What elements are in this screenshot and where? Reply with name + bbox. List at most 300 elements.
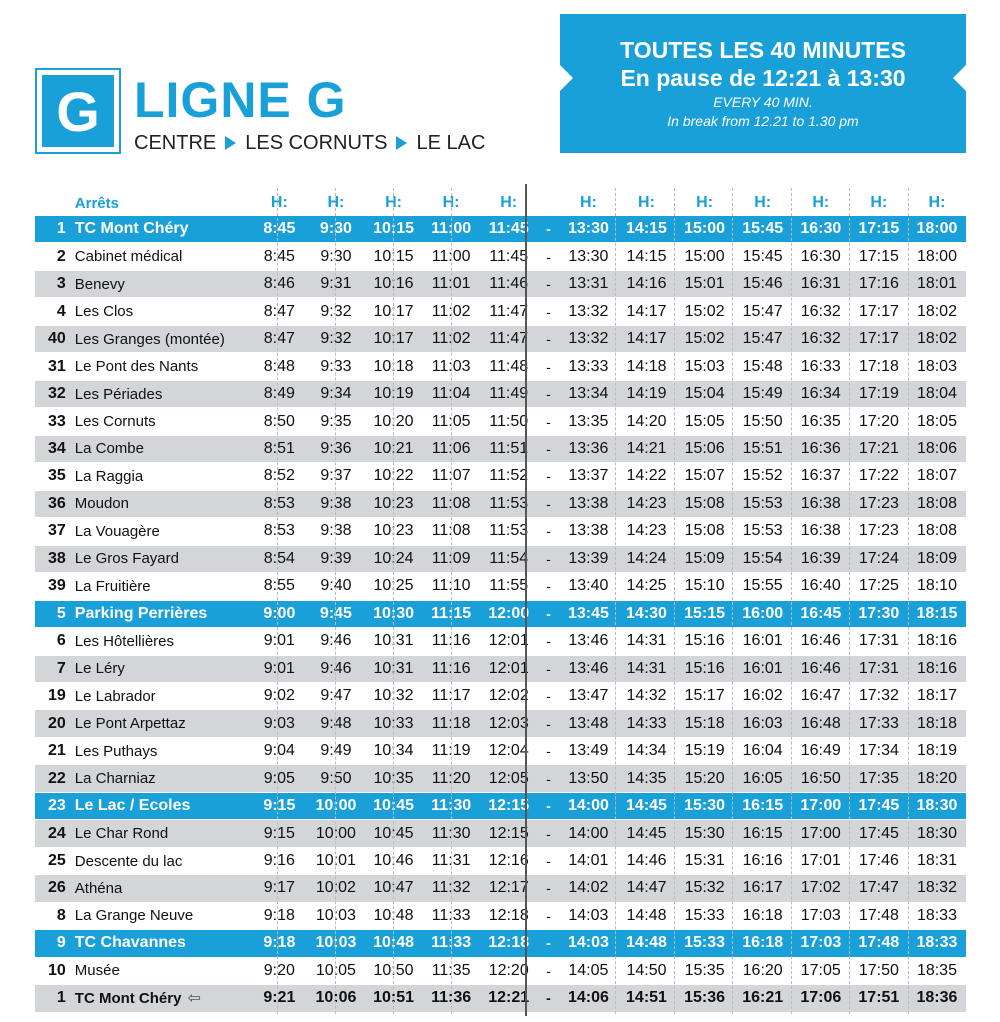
break-separator: - <box>546 495 551 512</box>
departure-time: 11:16 <box>431 659 471 677</box>
departure-time: 9:31 <box>320 275 352 293</box>
stop-name <box>67 523 252 540</box>
departure-time: 9:38 <box>320 494 352 512</box>
departure-time: 15:51 <box>742 439 783 457</box>
column-divider <box>451 188 452 1014</box>
route-stop-2: LES CORNUTS <box>245 132 388 154</box>
time-header: H: <box>870 194 888 211</box>
departure-time: 10:48 <box>373 934 414 952</box>
departure-time: 15:49 <box>742 385 783 403</box>
departure-time: 11:08 <box>431 522 471 540</box>
departure-time: 18:04 <box>916 385 957 403</box>
departure-time: 11:54 <box>489 549 529 567</box>
departure-time: 8:53 <box>263 522 295 540</box>
departure-time: 8:45 <box>263 247 295 265</box>
departure-time: 17:48 <box>858 906 899 924</box>
stop-number: 22 <box>47 769 66 787</box>
departure-time: 11:09 <box>431 549 471 567</box>
stop-name-label: Les Granges (montée) <box>74 330 225 348</box>
route-arrow-icon <box>225 136 236 150</box>
departure-time: 15:53 <box>742 494 783 512</box>
departure-time: 15:00 <box>684 220 726 238</box>
stop-name <box>67 934 252 952</box>
break-separator: - <box>546 770 551 787</box>
departure-time: 10:20 <box>373 412 414 430</box>
break-separator: - <box>546 276 551 293</box>
stop-number: 7 <box>56 659 66 677</box>
departure-time: 18:35 <box>916 961 957 979</box>
departure-time: 14:23 <box>626 494 667 512</box>
departure-time: 16:02 <box>742 687 783 705</box>
departure-time: 18:33 <box>916 906 957 924</box>
stop-name <box>67 962 252 979</box>
departure-time: 9:39 <box>320 549 352 567</box>
table-row <box>35 875 966 902</box>
route-arrow-icon <box>396 136 407 150</box>
table-row <box>35 381 966 408</box>
departure-time: 15:07 <box>684 467 725 485</box>
departure-time: 11:30 <box>431 824 471 842</box>
departure-time: 13:39 <box>568 549 609 567</box>
departure-time: 9:01 <box>263 632 295 650</box>
departure-time: 16:16 <box>742 852 783 870</box>
departure-time: 12:01 <box>488 632 529 650</box>
departure-time: 10:03 <box>315 934 357 952</box>
departure-time: 15:45 <box>742 220 784 238</box>
stop-name-label: Les Clos <box>74 303 134 321</box>
departure-time: 14:15 <box>626 220 667 238</box>
stop-number: 25 <box>47 852 66 870</box>
departure-time: 9:32 <box>320 302 352 320</box>
departure-time: 10:24 <box>373 549 414 567</box>
stop-name-label: Les Cornuts <box>74 413 156 431</box>
column-divider <box>791 188 792 1014</box>
departure-time: 16:34 <box>800 385 841 403</box>
departure-time: 17:18 <box>858 357 899 375</box>
departure-time: 14:48 <box>626 934 667 952</box>
departure-time: 16:35 <box>800 412 841 430</box>
stop-number: 24 <box>47 824 66 842</box>
departure-time: 18:07 <box>916 467 957 485</box>
departure-time: 17:35 <box>858 769 899 787</box>
stop-name <box>67 633 252 650</box>
departure-time: 14:20 <box>626 412 667 430</box>
departure-time: 15:03 <box>684 357 725 375</box>
departure-time: 17:00 <box>800 824 841 842</box>
stop-number: 40 <box>47 330 66 348</box>
line-letter: G <box>42 75 114 147</box>
departure-time: 9:15 <box>263 824 295 842</box>
departure-time: 10:18 <box>373 357 414 375</box>
departure-time: 16:31 <box>800 275 841 293</box>
departure-time: 17:03 <box>800 934 842 952</box>
departure-time: 15:45 <box>742 247 783 265</box>
departure-time: 11:19 <box>431 742 471 760</box>
departure-time: 10:31 <box>373 659 414 677</box>
time-header: H: <box>579 194 597 211</box>
departure-time: 10:17 <box>373 302 414 320</box>
departure-time: 11:33 <box>431 906 471 924</box>
break-separator: - <box>546 248 551 265</box>
departure-time: 15:30 <box>684 824 725 842</box>
stop-name <box>67 386 252 403</box>
departure-time: 14:03 <box>568 906 609 924</box>
departure-time: 10:45 <box>373 797 414 815</box>
departure-time: 15:17 <box>684 687 725 705</box>
stop-number: 1 <box>56 989 66 1007</box>
departure-time: 18:05 <box>916 412 957 430</box>
table-row <box>35 985 966 1012</box>
departure-time: 10:45 <box>373 824 414 842</box>
departure-time: 16:32 <box>800 302 841 320</box>
departure-time: 9:38 <box>320 522 352 540</box>
departure-time: 17:19 <box>858 385 899 403</box>
stop-number: 31 <box>47 357 66 375</box>
stop-number: 19 <box>47 687 66 705</box>
time-header: H: <box>812 194 830 211</box>
break-separator: - <box>546 468 551 485</box>
departure-time: 8:53 <box>263 494 295 512</box>
departure-time: 11:15 <box>431 604 472 622</box>
departure-time: 12:18 <box>488 906 529 924</box>
departure-time: 9:50 <box>320 769 352 787</box>
route-stop-1: CENTRE <box>134 132 217 154</box>
departure-time: 15:18 <box>684 714 725 732</box>
departure-time: 8:47 <box>263 302 295 320</box>
stop-name-label: La Grange Neuve <box>74 907 194 925</box>
departure-time: 9:34 <box>320 385 352 403</box>
stop-name <box>67 743 252 760</box>
table-row <box>35 903 966 930</box>
stop-name-label: Le Lac / Ecoles <box>74 797 191 815</box>
departure-time: 16:30 <box>800 247 841 265</box>
stop-name <box>67 331 252 348</box>
stop-name-label: Le Léry <box>74 660 125 678</box>
departure-time: 16:39 <box>800 549 841 567</box>
stop-name-label: TC Mont Chéry <box>74 220 189 238</box>
departure-time: 13:36 <box>568 439 609 457</box>
break-separator: - <box>546 907 551 924</box>
departure-time: 10:02 <box>315 879 356 897</box>
stop-name <box>67 550 252 567</box>
departure-time: 15:08 <box>684 522 725 540</box>
departure-time: 10:47 <box>373 879 414 897</box>
departure-time: 11:36 <box>431 989 472 1007</box>
departure-time: 16:18 <box>742 934 784 952</box>
stop-name <box>67 853 252 870</box>
departure-time: 15:33 <box>684 906 725 924</box>
departure-time: 9:48 <box>320 714 352 732</box>
departure-time: 8:49 <box>263 385 295 403</box>
departure-time: 12:05 <box>488 769 529 787</box>
departure-time: 18:00 <box>916 247 957 265</box>
departure-time: 9:35 <box>320 412 352 430</box>
departure-time: 10:16 <box>373 275 414 293</box>
departure-time: 9:46 <box>320 659 352 677</box>
departure-time: 18:09 <box>916 549 957 567</box>
departure-time: 15:48 <box>742 357 783 375</box>
table-row <box>35 930 966 957</box>
departure-time: 15:10 <box>684 577 725 595</box>
departure-time: 12:16 <box>488 852 529 870</box>
departure-time: 16:01 <box>742 659 783 677</box>
stop-name <box>67 276 252 293</box>
departure-time: 14:23 <box>626 522 667 540</box>
departure-time: 13:32 <box>568 330 609 348</box>
stop-name <box>67 907 252 924</box>
frequency-line-3: EVERY 40 MIN. <box>713 94 813 110</box>
stop-number: 39 <box>47 577 66 595</box>
stop-name <box>67 578 252 595</box>
table-row <box>35 958 966 985</box>
departure-time: 18:30 <box>916 797 958 815</box>
departure-time: 15:04 <box>684 385 725 403</box>
departure-time: 15:31 <box>684 852 725 870</box>
stop-name <box>67 605 252 623</box>
time-header: H: <box>696 194 714 211</box>
departure-time: 16:05 <box>742 769 783 787</box>
departure-time: 14:02 <box>568 879 609 897</box>
table-row <box>35 436 966 463</box>
departure-time: 13:30 <box>567 220 609 238</box>
departure-time: 14:51 <box>626 989 667 1007</box>
departure-time: 16:15 <box>742 824 783 842</box>
departure-time: 17:33 <box>858 714 899 732</box>
departure-time: 16:36 <box>800 439 841 457</box>
departure-time: 10:23 <box>373 494 414 512</box>
departure-time: 14:31 <box>626 632 667 650</box>
departure-time: 14:45 <box>626 797 667 815</box>
departure-time: 15:00 <box>684 247 725 265</box>
table-row <box>35 491 966 518</box>
departure-time: 15:35 <box>684 961 725 979</box>
departure-time: 9:15 <box>263 797 296 815</box>
departure-time: 15:36 <box>684 989 726 1007</box>
departure-time: 18:01 <box>916 275 957 293</box>
departure-time: 15:16 <box>684 632 725 650</box>
departure-time: 8:48 <box>263 357 295 375</box>
break-separator: - <box>546 990 551 1007</box>
departure-time: 9:30 <box>319 220 352 238</box>
departure-time: 17:47 <box>858 879 899 897</box>
break-separator: - <box>546 633 551 650</box>
departure-time: 9:04 <box>263 742 295 760</box>
departure-time: 16:48 <box>800 714 841 732</box>
break-separator: - <box>546 358 551 375</box>
departure-time: 9:17 <box>263 879 295 897</box>
departure-time: 9:18 <box>263 934 296 952</box>
departure-time: 17:17 <box>858 330 899 348</box>
departure-time: 16:47 <box>800 687 841 705</box>
stop-name-label: La Raggia <box>74 467 144 485</box>
departure-time: 10:23 <box>373 522 414 540</box>
departure-time: 17:16 <box>858 275 899 293</box>
departure-time: 14:48 <box>626 906 667 924</box>
departure-time: 18:10 <box>916 577 957 595</box>
departure-time: 12:01 <box>488 659 529 677</box>
stop-name <box>67 303 252 320</box>
departure-time: 18:32 <box>916 879 957 897</box>
frequency-banner <box>560 14 966 153</box>
stop-name <box>67 248 252 265</box>
departure-time: 10:00 <box>315 824 356 842</box>
departure-time: 9:00 <box>263 604 296 622</box>
departure-time: 9:33 <box>320 357 352 375</box>
departure-time: 14:17 <box>626 302 667 320</box>
departure-time: 10:30 <box>373 604 414 622</box>
departure-time: 11:53 <box>489 522 529 540</box>
departure-time: 17:34 <box>858 742 899 760</box>
stop-name-label: TC Chavannes <box>74 934 186 952</box>
departure-time: 16:15 <box>742 797 784 815</box>
departure-time: 15:32 <box>684 879 725 897</box>
departure-time: 17:45 <box>858 824 899 842</box>
departure-time: 18:31 <box>916 852 957 870</box>
departure-time: 13:33 <box>568 357 609 375</box>
break-separator: - <box>546 660 551 677</box>
frequency-line-4: In break from 12.21 to 1.30 pm <box>667 113 859 129</box>
departure-time: 11:02 <box>431 330 471 348</box>
departure-time: 16:46 <box>800 632 841 650</box>
column-divider <box>277 188 278 1014</box>
departure-time: 14:50 <box>626 961 667 979</box>
time-header: H: <box>500 194 518 211</box>
departure-time: 14:47 <box>626 879 667 897</box>
departure-time: 18:02 <box>916 302 957 320</box>
departure-time: 17:50 <box>858 961 899 979</box>
break-separator: - <box>546 221 551 238</box>
break-separator: - <box>546 578 551 595</box>
timetable-header <box>35 190 966 216</box>
departure-time: 10:33 <box>373 714 414 732</box>
departure-time: 11:30 <box>431 797 472 815</box>
departure-time: 12:00 <box>488 604 530 622</box>
departure-time: 16:40 <box>800 577 841 595</box>
departure-time: 11:46 <box>489 275 529 293</box>
departure-time: 14:00 <box>568 824 609 842</box>
departure-time: 11:06 <box>431 439 471 457</box>
time-header: H: <box>638 194 655 211</box>
departure-time: 18:00 <box>916 220 958 238</box>
departure-time: 18:20 <box>916 769 957 787</box>
departure-time: 18:15 <box>916 604 958 622</box>
departure-time: 16:37 <box>800 467 841 485</box>
departure-time: 15:15 <box>684 604 726 622</box>
departure-time: 12:21 <box>488 989 530 1007</box>
departure-time: 11:45 <box>489 247 529 265</box>
stop-name <box>67 413 252 430</box>
departure-time: 14:19 <box>626 385 667 403</box>
table-row <box>35 546 966 573</box>
column-divider <box>732 188 733 1014</box>
page-title: LIGNE G <box>134 72 347 128</box>
stop-name-label: Le Labrador <box>74 687 156 705</box>
departure-time: 17:01 <box>800 852 841 870</box>
stop-name <box>67 770 252 787</box>
table-row <box>35 848 966 875</box>
departure-time: 11:50 <box>489 412 529 430</box>
departure-time: 13:32 <box>568 302 609 320</box>
departure-time: 10:48 <box>373 906 414 924</box>
departure-time: 17:31 <box>858 659 899 677</box>
stop-number: 4 <box>56 302 66 320</box>
departure-time: 10:19 <box>373 385 414 403</box>
departure-time: 13:47 <box>568 687 609 705</box>
column-divider <box>849 188 850 1014</box>
stop-name-label: Athéna <box>74 879 123 897</box>
departure-time: 14:06 <box>567 989 609 1007</box>
departure-time: 8:51 <box>263 439 295 457</box>
table-row <box>35 738 966 765</box>
departure-time: 14:24 <box>626 549 667 567</box>
stop-number: 35 <box>47 467 66 485</box>
departure-time: 12:04 <box>488 742 529 760</box>
departure-time: 15:50 <box>742 412 783 430</box>
column-divider <box>615 188 616 1014</box>
departure-time: 11:04 <box>431 385 471 403</box>
departure-time: 11:08 <box>431 494 471 512</box>
departure-time: 8:55 <box>263 577 295 595</box>
departure-time: 12:02 <box>488 687 529 705</box>
frequency-line-2: En pause de 12:21 à 13:30 <box>620 65 906 91</box>
departure-time: 13:49 <box>568 742 609 760</box>
departure-time: 9:30 <box>320 247 352 265</box>
table-row <box>35 820 966 847</box>
departure-time: 8:46 <box>263 275 295 293</box>
departure-time: 16:33 <box>800 357 841 375</box>
departure-time: 17:06 <box>800 989 842 1007</box>
stop-name <box>67 988 252 1008</box>
departure-time: 17:02 <box>800 879 841 897</box>
departure-time: 17:23 <box>858 494 899 512</box>
departure-time: 15:05 <box>684 412 725 430</box>
departure-time: 15:55 <box>742 577 783 595</box>
departure-time: 15:52 <box>742 467 783 485</box>
table-row <box>35 573 966 600</box>
departure-time: 14:35 <box>626 769 667 787</box>
stop-number: 37 <box>47 522 66 540</box>
departure-time: 10:21 <box>373 439 414 457</box>
departure-time: 18:08 <box>916 522 957 540</box>
table-row <box>35 765 966 792</box>
table-row <box>35 710 966 737</box>
stop-number: 21 <box>47 742 66 760</box>
departure-time: 12:15 <box>488 824 529 842</box>
departure-time: 14:22 <box>626 467 667 485</box>
departure-time: 12:20 <box>488 961 529 979</box>
loop-arrow-icon: ⇦ <box>187 990 201 1008</box>
time-header: H: <box>270 194 288 211</box>
departure-time: 14:16 <box>626 275 667 293</box>
departure-time: 17:15 <box>858 220 900 238</box>
departure-time: 14:01 <box>568 852 609 870</box>
departure-time: 17:23 <box>858 522 899 540</box>
break-separator: - <box>546 303 551 320</box>
departure-time: 11:47 <box>489 330 529 348</box>
table-row <box>35 243 966 270</box>
departure-time: 8:45 <box>263 220 296 238</box>
departure-time: 11:49 <box>489 385 529 403</box>
departure-time: 13:45 <box>567 604 609 622</box>
table-row <box>35 353 966 380</box>
departure-time: 8:47 <box>263 330 295 348</box>
stop-name-label: Cabinet médical <box>74 248 183 266</box>
departure-time: 18:03 <box>916 357 957 375</box>
departure-time: 15:30 <box>684 797 726 815</box>
line-badge <box>35 68 121 154</box>
departure-time: 15:53 <box>742 522 783 540</box>
departure-time: 9:21 <box>263 989 296 1007</box>
